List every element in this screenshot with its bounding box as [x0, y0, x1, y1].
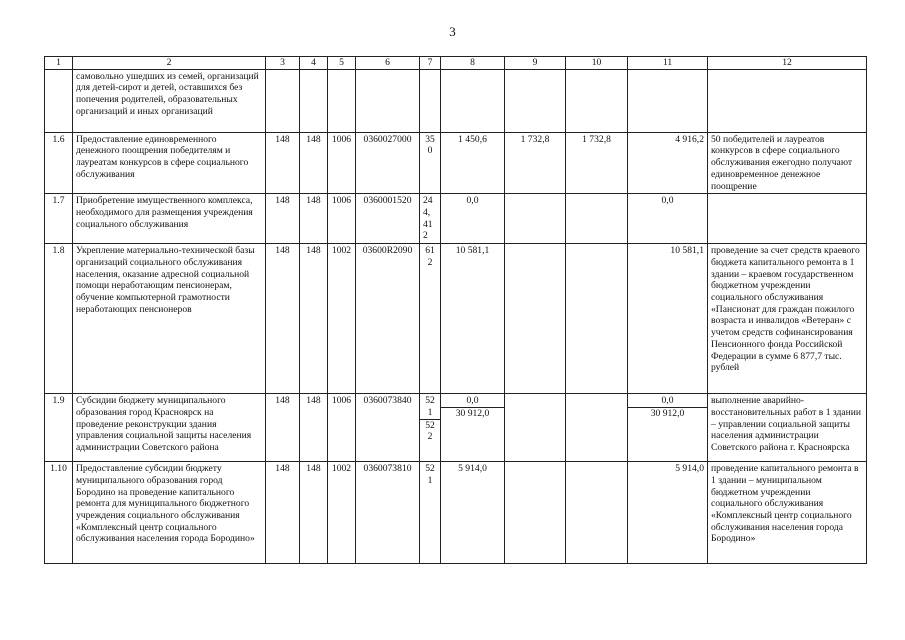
cell-c3: 148 [266, 132, 300, 194]
cell-c12: 50 победителей и лауреатов конкурсов в сфере социального обслуживания ежегодно получают единовременное денежное поощрение [708, 132, 867, 194]
cell-c7: 521 [420, 462, 441, 564]
header-row [45, 57, 867, 70]
header-cell: 4 [300, 57, 328, 70]
cell-c12: выполнение аварийно-восстановительных работ в 1 здании – управлении социальной защиты населения администрации Советского района г. Красноярска [708, 394, 867, 462]
cell-c9 [505, 394, 566, 462]
row-name: Предоставление единовременного денежного поощрения победителям и лауреатам конкурсов в сфере социального обслуживания [73, 132, 266, 194]
cell-c7-first: 521 [425, 395, 435, 418]
cell-c9 [505, 244, 566, 394]
header-cell: 2 [73, 57, 266, 70]
cell-c11 [628, 394, 708, 462]
cell-c5 [328, 69, 356, 132]
header-cell: 1 [45, 57, 73, 70]
table-row [45, 244, 867, 394]
cell-c10 [566, 194, 628, 244]
cell-c11: 5 914,0 [628, 462, 708, 564]
cell-c6: 03600R2090 [356, 244, 420, 394]
row-number: 1.9 [45, 394, 73, 462]
table-row [45, 394, 867, 462]
cell-c4: 148 [300, 244, 328, 394]
cell-c5: 1006 [328, 394, 356, 462]
cell-c8 [441, 69, 505, 132]
cell-c6 [356, 69, 420, 132]
row-name: Субсидии бюджету муниципального образования город Красноярск на проведение реконструкции здания управления социальной защиты населения администрации Советского района [73, 394, 266, 462]
header-cell: 5 [328, 57, 356, 70]
cell-c5: 1006 [328, 132, 356, 194]
cell-c4: 148 [300, 132, 328, 194]
cell-c11 [628, 69, 708, 132]
row-name: самовольно ушедших из семей, организаций для детей-сирот и детей, оставшихся без попечения родителей, образовательных организаций и иных организаций [73, 69, 266, 132]
header-cell: 12 [708, 57, 867, 70]
row-number [45, 69, 73, 132]
cell-c10 [566, 462, 628, 564]
cell-c7 [420, 69, 441, 132]
row-name: Укрепление материально-технической базы организаций социального обслуживания населения, оказание адресной социальной помощи неработающим пенсионерам, обучение компьютерной грамотности неработающих пенсионеров [73, 244, 266, 394]
cell-c11: 10 581,1 [628, 244, 708, 394]
cell-c10: 1 732,8 [566, 132, 628, 194]
cell-c3 [266, 69, 300, 132]
cell-c8: 10 581,1 [441, 244, 505, 394]
cell-c8: 5 914,0 [441, 462, 505, 564]
cell-c5: 1006 [328, 194, 356, 244]
header-cell: 7 [420, 57, 441, 70]
table-row [45, 69, 867, 132]
cell-c12: проведение капитального ремонта в 1 здании – муниципальном бюджетном учреждении социального обслуживания «Комплексный центр социального обслуживания населения города Бородино» [708, 462, 867, 564]
cell-c7-second: 522 [420, 419, 440, 443]
cell-c8-first: 0,0 [466, 395, 479, 407]
cell-c7 [420, 394, 441, 462]
header-cell: 3 [266, 57, 300, 70]
cell-c9 [505, 194, 566, 244]
row-number: 1.10 [45, 462, 73, 564]
row-number: 1.7 [45, 194, 73, 244]
cell-c4 [300, 69, 328, 132]
cell-c12: проведение за счет средств краевого бюджета капитального ремонта в 1 здании – краевом государственном бюджетном учреждении социального обслуживания «Пансионат для граждан пожилого возраста и инвалидов «Ветеран» с учетом средств софинансирования Пенсионного фонда Российской Федерации в сумме 6 877,7 тыс. рублей [708, 244, 867, 394]
cell-c7: 350 [420, 132, 441, 194]
cell-c9 [505, 462, 566, 564]
cell-c6: 0360001520 [356, 194, 420, 244]
cell-c8-second: 30 912,0 [441, 407, 504, 420]
cell-c6: 0360027000 [356, 132, 420, 194]
cell-c8: 0,0 [441, 194, 505, 244]
cell-c6: 0360073840 [356, 394, 420, 462]
cell-c11: 0,0 [628, 194, 708, 244]
cell-c3: 148 [266, 462, 300, 564]
cell-c9 [505, 69, 566, 132]
cell-c4: 148 [300, 462, 328, 564]
cell-c11: 4 916,2 [628, 132, 708, 194]
cell-c11-first: 0,0 [661, 395, 674, 407]
cell-c8 [441, 394, 505, 462]
cell-c5: 1002 [328, 244, 356, 394]
row-name: Предоставление субсидии бюджету муниципального образования город Бородино на проведение капитального ремонта для муниципального бюджетного учреждения социального обслуживания «Комплексный центр социального обслуживания населения города Бородино» [73, 462, 266, 564]
header-cell: 8 [441, 57, 505, 70]
row-number: 1.6 [45, 132, 73, 194]
header-cell: 9 [505, 57, 566, 70]
cell-c3: 148 [266, 194, 300, 244]
cell-c3: 148 [266, 394, 300, 462]
row-number: 1.8 [45, 244, 73, 394]
cell-c3: 148 [266, 244, 300, 394]
cell-c10 [566, 69, 628, 132]
cell-c5: 1002 [328, 462, 356, 564]
cell-c11-second: 30 912,0 [628, 407, 707, 420]
cell-c6: 0360073810 [356, 462, 420, 564]
cell-c12 [708, 194, 867, 244]
row-name: Приобретение имущественного комплекса, необходимого для размещения учреждения социального обслуживания [73, 194, 266, 244]
header-cell: 10 [566, 57, 628, 70]
cell-c12 [708, 69, 867, 132]
cell-c10 [566, 394, 628, 462]
budget-table [44, 56, 867, 564]
page-number: 3 [449, 24, 456, 39]
cell-c8: 1 450,6 [441, 132, 505, 194]
cell-c9: 1 732,8 [505, 132, 566, 194]
header-cell: 6 [356, 57, 420, 70]
cell-c7: 244, 412 [420, 194, 441, 244]
table-row [45, 194, 867, 244]
table-row [45, 462, 867, 564]
cell-c4: 148 [300, 194, 328, 244]
cell-c10 [566, 244, 628, 394]
cell-c7: 612 [420, 244, 441, 394]
table-row [45, 132, 867, 194]
cell-c4: 148 [300, 394, 328, 462]
header-cell: 11 [628, 57, 708, 70]
